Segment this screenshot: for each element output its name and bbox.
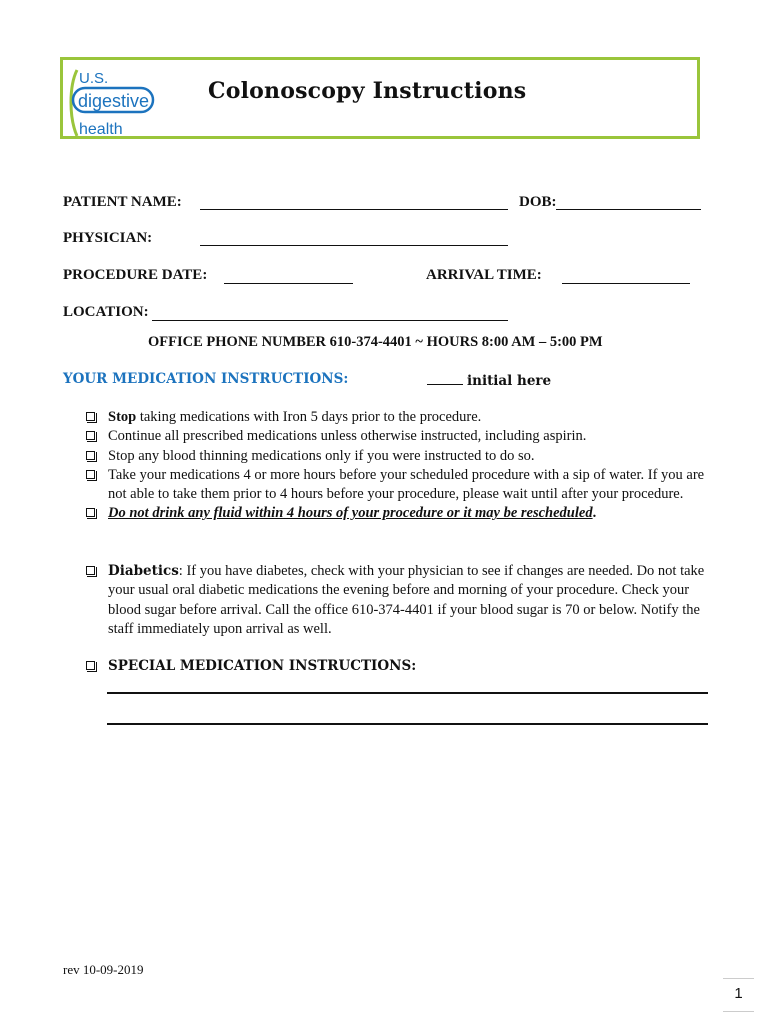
physician-label: PHYSICIAN: — [63, 230, 153, 246]
logo-line1: U.S. — [79, 70, 109, 87]
revision-date: rev 10-09-2019 — [63, 962, 144, 977]
document-title: Colonoscopy Instructions — [208, 78, 527, 104]
special-instructions-line-1[interactable] — [107, 692, 708, 694]
item-bold-text: Stop — [108, 409, 137, 425]
us-digestive-health-logo — [69, 66, 159, 138]
checkbox-icon[interactable] — [86, 431, 95, 440]
checkbox-icon[interactable] — [86, 566, 95, 575]
item-text: Stop any blood thinning medications only if you were instructed to do so. — [108, 447, 535, 464]
item-text: Continue all prescribed medications unless otherwise instructed, including aspirin. — [108, 428, 587, 445]
dob-label: DOB: — [519, 194, 557, 210]
list-item — [86, 504, 706, 523]
list-item — [86, 427, 706, 446]
dob-field[interactable] — [556, 209, 701, 210]
initial-label: initial here — [467, 373, 552, 389]
item-text: taking medications with Iron 5 days prior to the procedure. — [136, 409, 482, 425]
checkbox-icon[interactable] — [86, 412, 95, 421]
logo-line3: health — [79, 121, 123, 138]
checkbox-icon[interactable] — [86, 508, 95, 517]
diabetics-section — [86, 562, 706, 639]
physician-field[interactable] — [200, 245, 508, 246]
special-instructions-section — [86, 657, 706, 676]
medication-heading: YOUR MEDICATION INSTRUCTIONS: — [63, 371, 349, 387]
diabetics-text: : If you have diabetes, check with your physician to see if changes are needed. Do not take your usual oral diabetic medications the evening before and morning of your procedure. Check your blood sugar before arrival. Call the office 610-374-4401 if your blood sugar is 70 or below. Notify the staff immediately upon arrival as well. — [108, 563, 705, 637]
procedure-date-label: PROCEDURE DATE: — [63, 267, 208, 283]
list-item — [86, 447, 706, 466]
procedure-date-field[interactable] — [224, 283, 353, 284]
fluid-warning-end: . — [592, 505, 597, 522]
checkbox-icon[interactable] — [86, 470, 95, 479]
location-label: LOCATION: — [63, 304, 149, 320]
checkbox-icon[interactable] — [86, 661, 95, 670]
logo-line2: digestive — [78, 91, 150, 111]
location-field[interactable] — [152, 320, 508, 321]
list-item — [86, 562, 706, 639]
checkbox-icon[interactable] — [86, 451, 95, 460]
list-item — [86, 657, 706, 676]
item-text: Take your medications 4 or more hours before your scheduled procedure with a sip of water. If you are not able to take them prior to 4 hours before your procedure, please wait until after your procedure. — [108, 466, 705, 503]
fluid-warning: Do not drink any fluid within 4 hours of your procedure or it may be rescheduled — [108, 505, 593, 522]
list-item — [86, 408, 706, 427]
special-instructions-label: SPECIAL MEDICATION INSTRUCTIONS: — [108, 658, 417, 674]
page-number: 1 — [723, 978, 754, 1012]
initial-here — [427, 371, 551, 389]
office-phone-hours: OFFICE PHONE NUMBER 610-374-4401 ~ HOURS 8:00 AM – 5:00 PM — [148, 334, 603, 350]
special-instructions-line-2[interactable] — [107, 723, 708, 725]
patient-name-label: PATIENT NAME: — [63, 194, 182, 210]
initial-field[interactable] — [427, 371, 463, 385]
arrival-time-label: ARRIVAL TIME: — [426, 267, 542, 283]
list-item — [86, 466, 706, 505]
header-box — [60, 57, 700, 139]
medication-list — [86, 408, 706, 524]
patient-name-field[interactable] — [200, 209, 508, 210]
arrival-time-field[interactable] — [562, 283, 690, 284]
diabetics-label: Diabetics — [108, 563, 179, 579]
